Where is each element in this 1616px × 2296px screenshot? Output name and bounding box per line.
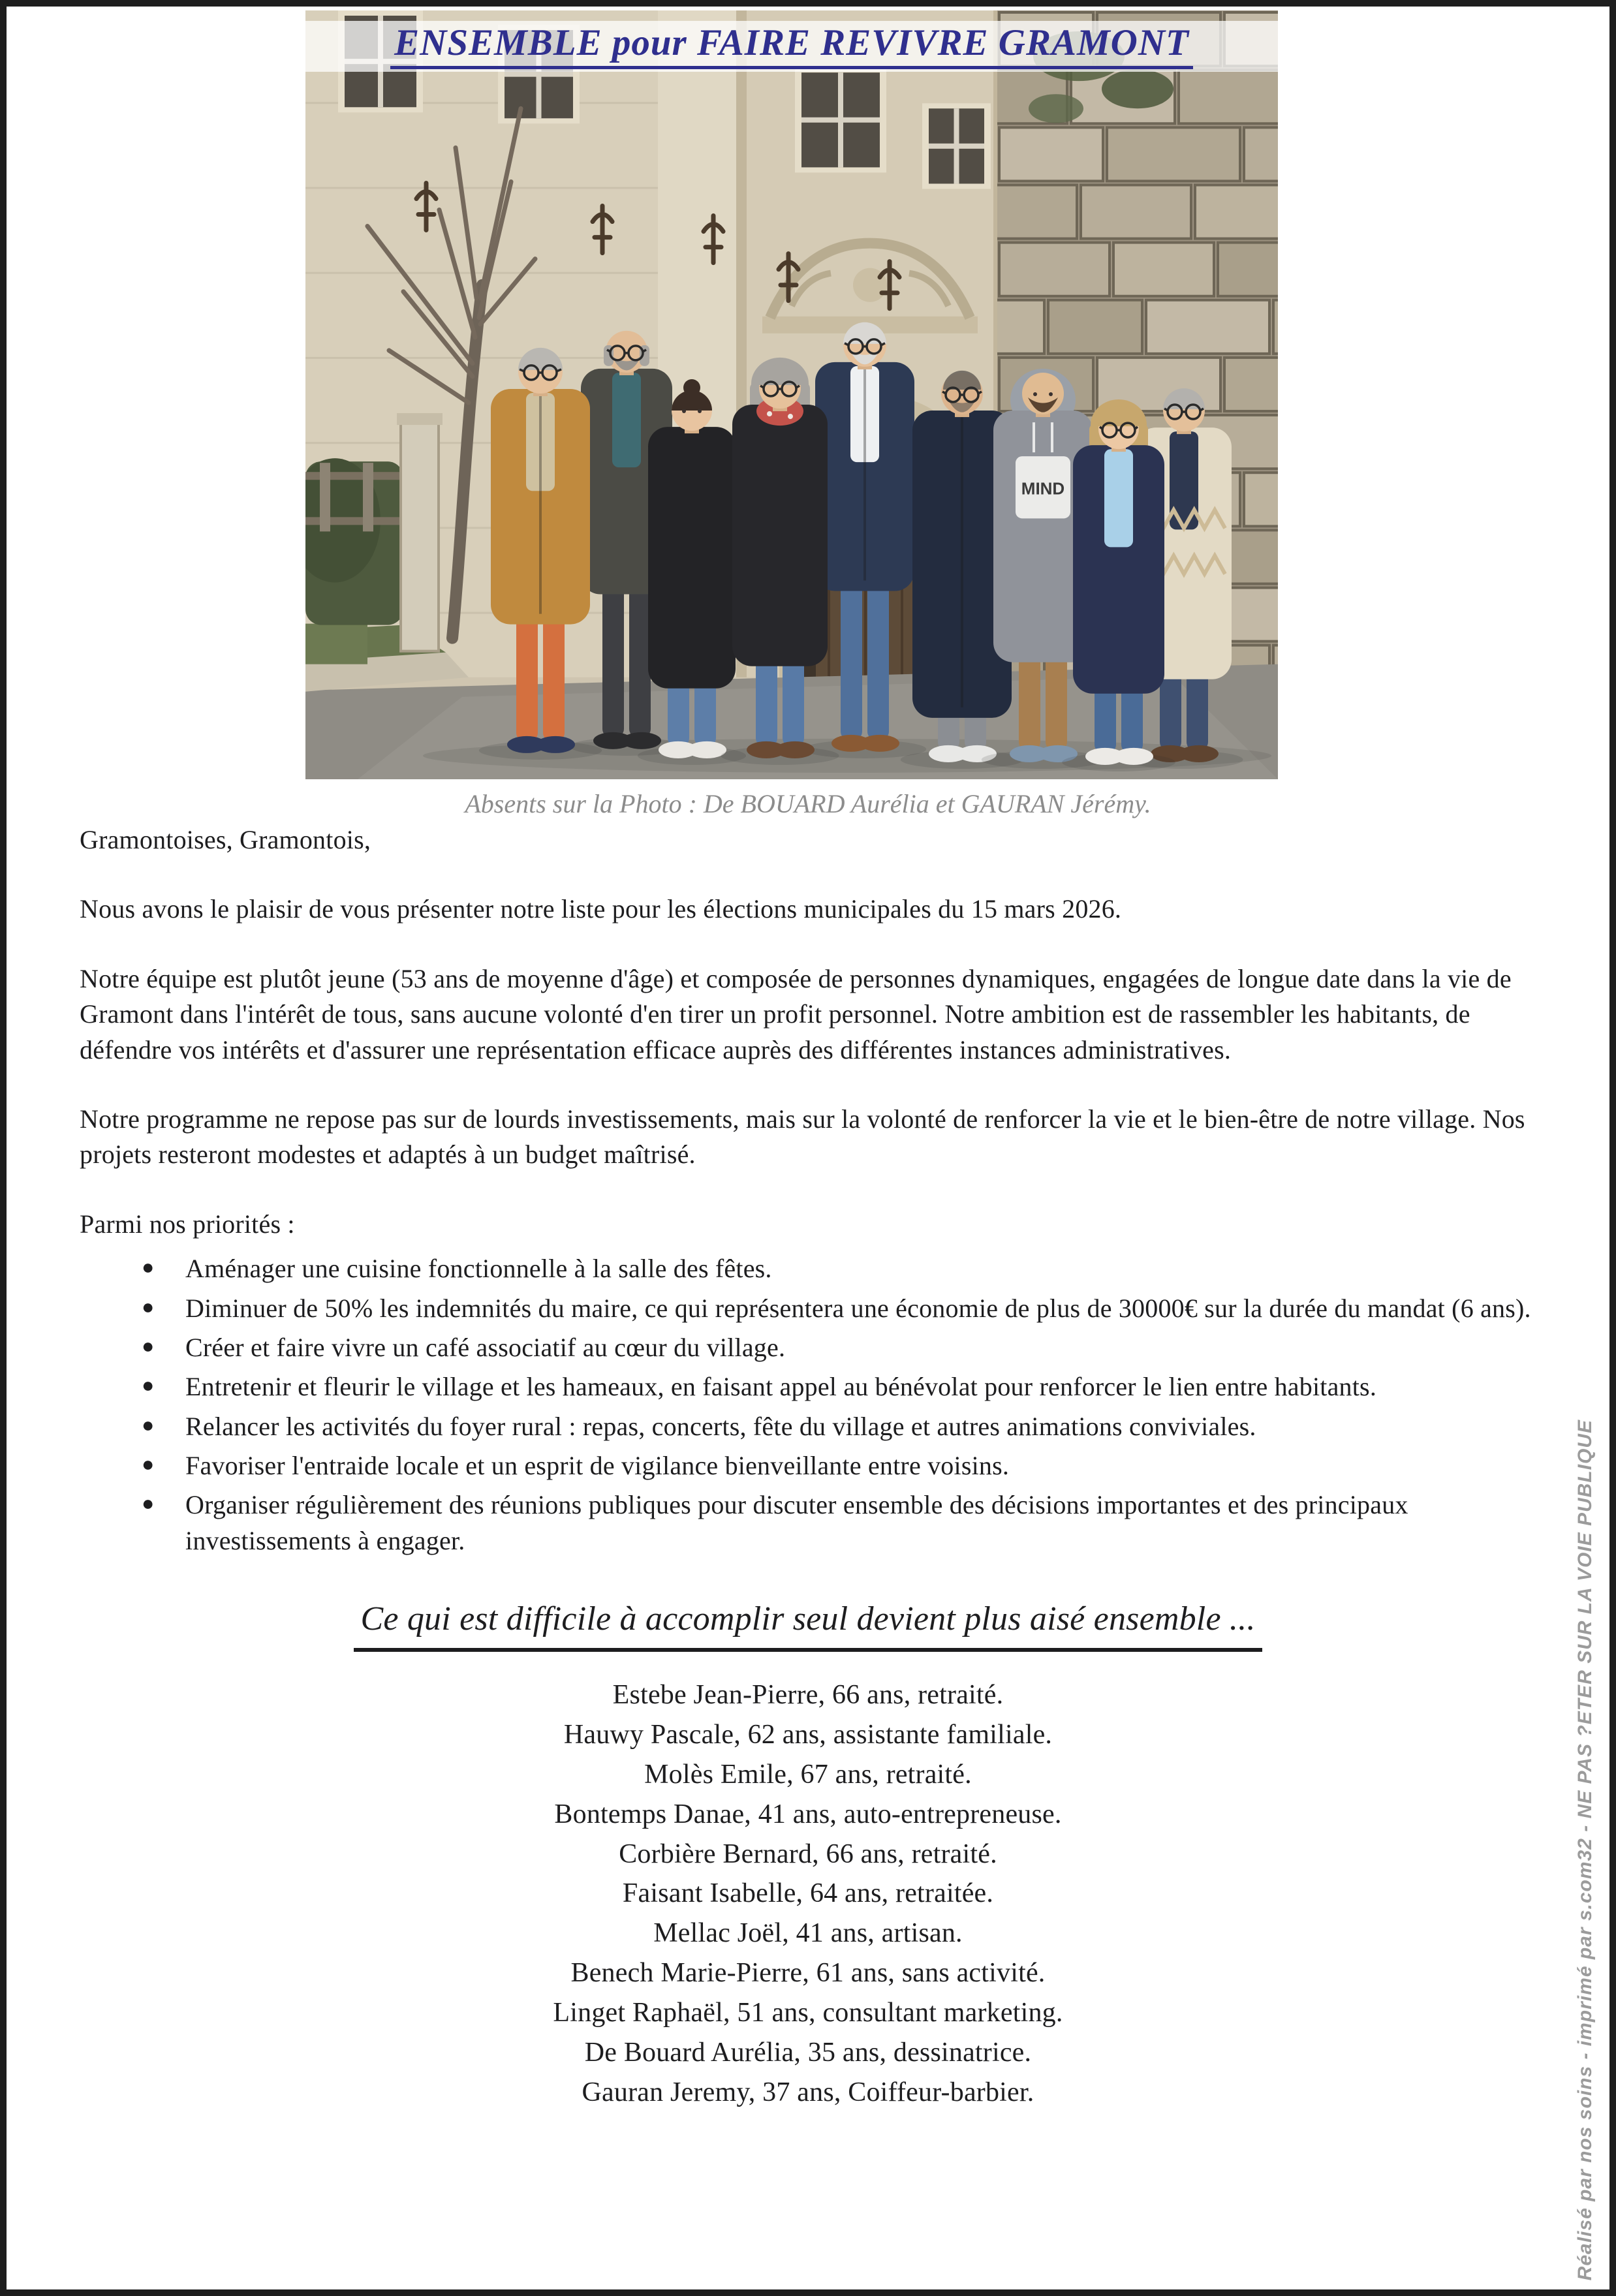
team-photo: [305, 10, 1278, 779]
svg-text:MIND: MIND: [1021, 478, 1065, 499]
priority-item: ● Relancer les activités du foyer rural : repas, concerts, fête du village et autres animations conviviales.: [142, 1409, 1536, 1444]
priority-item: ● Diminuer de 50% les indemnités du maire, ce qui représentera une économie de plus de 30000€ sur la durée du mandat (6 ans).: [142, 1291, 1536, 1326]
slogan: [80, 1596, 1536, 1652]
candidate-item: Faisant Isabelle, 64 ans, retraitée.: [622, 1878, 994, 1909]
page-title: ENSEMBLE pour FAIRE REVIVRE GRAMONT: [390, 23, 1193, 70]
paragraph-program: Notre programme ne repose pas sur de lourds investissements, mais sur la volonté de renforcer la vie et le bien-être de notre village. Nos projets resteront modestes et adaptés à un budget maîtrisé.: [80, 1104, 1525, 1170]
candidate-item: Molès Emile, 67 ans, retraité.: [644, 1759, 972, 1790]
photo-caption: Absents sur la Photo : De BOUARD Aurélia et GAURAN Jérémy.: [465, 789, 1151, 818]
priorities-list: [80, 1251, 1536, 1559]
candidate-item: Bontemps Danae, 41 ans, auto-entrepreneuse.: [554, 1799, 1062, 1829]
priority-item: ● Aménager une cuisine fonctionnelle à la salle des fêtes.: [142, 1251, 1536, 1286]
priorities-label: Parmi nos priorités :: [80, 1209, 295, 1239]
candidate-item: Mellac Joël, 41 ans, artisan.: [653, 1918, 963, 1949]
title-banner: [305, 21, 1278, 72]
candidate-item: De Bouard Aurélia, 35 ans, dessinatrice.: [584, 2037, 1032, 2068]
letter-body: [80, 822, 1536, 2113]
candidate-item: Corbière Bernard, 66 ans, retraité.: [619, 1838, 997, 1869]
print-note: Réalisé par nos soins - imprimé par s.com32 - NE PAS ?ETER SUR LA VOIE PUBLIQUE: [1574, 1419, 1596, 2280]
paragraph-team: Notre équipe est plutôt jeune (53 ans de moyenne d'âge) et composée de personnes dynamiques, engagées de longue date dans la vie de Gramont dans l'intérêt de tous, sans aucune volonté d'en tirer un profit personnel. Notre ambition est de rassembler les habitants, de défendre vos intérêts et d'assurer une représentation efficace auprès des différentes instances administratives.: [80, 963, 1512, 1064]
priority-item: ● Favoriser l'entraide locale et un esprit de vigilance bienveillante entre voisins.: [142, 1448, 1536, 1483]
slogan-text: Ce qui est difficile à accomplir seul devient plus aisé ensemble ...: [354, 1596, 1262, 1652]
priority-item: ● Organiser régulièrement des réunions publiques pour discuter ensemble des décisions importantes et des principaux investissements à engager.: [142, 1487, 1536, 1559]
candidate-item: Estebe Jean-Pierre, 66 ans, retraité.: [612, 1679, 1004, 1710]
candidate-item: Linget Raphaël, 51 ans, consultant marketing.: [553, 1998, 1063, 2028]
candidates-list: [80, 1675, 1536, 2113]
candidate-item: Gauran Jeremy, 37 ans, Coiffeur-barbier.: [582, 2077, 1034, 2107]
paragraph-intro: Nous avons le plaisir de vous présenter notre liste pour les élections municipales du 15 mars 2026.: [80, 894, 1122, 924]
photo-illustration: [305, 10, 1278, 779]
candidate-item: Hauwy Pascale, 62 ans, assistante familiale.: [563, 1719, 1053, 1750]
priority-item: ● Créer et faire vivre un café associatif au cœur du village.: [142, 1330, 1536, 1365]
candidate-item: Benech Marie-Pierre, 61 ans, sans activité.: [570, 1958, 1046, 1989]
priority-item: ● Entretenir et fleurir le village et les hameaux, en faisant appel au bénévolat pour renforcer le lien entre habitants.: [142, 1369, 1536, 1404]
salutation: Gramontoises, Gramontois,: [80, 825, 371, 854]
